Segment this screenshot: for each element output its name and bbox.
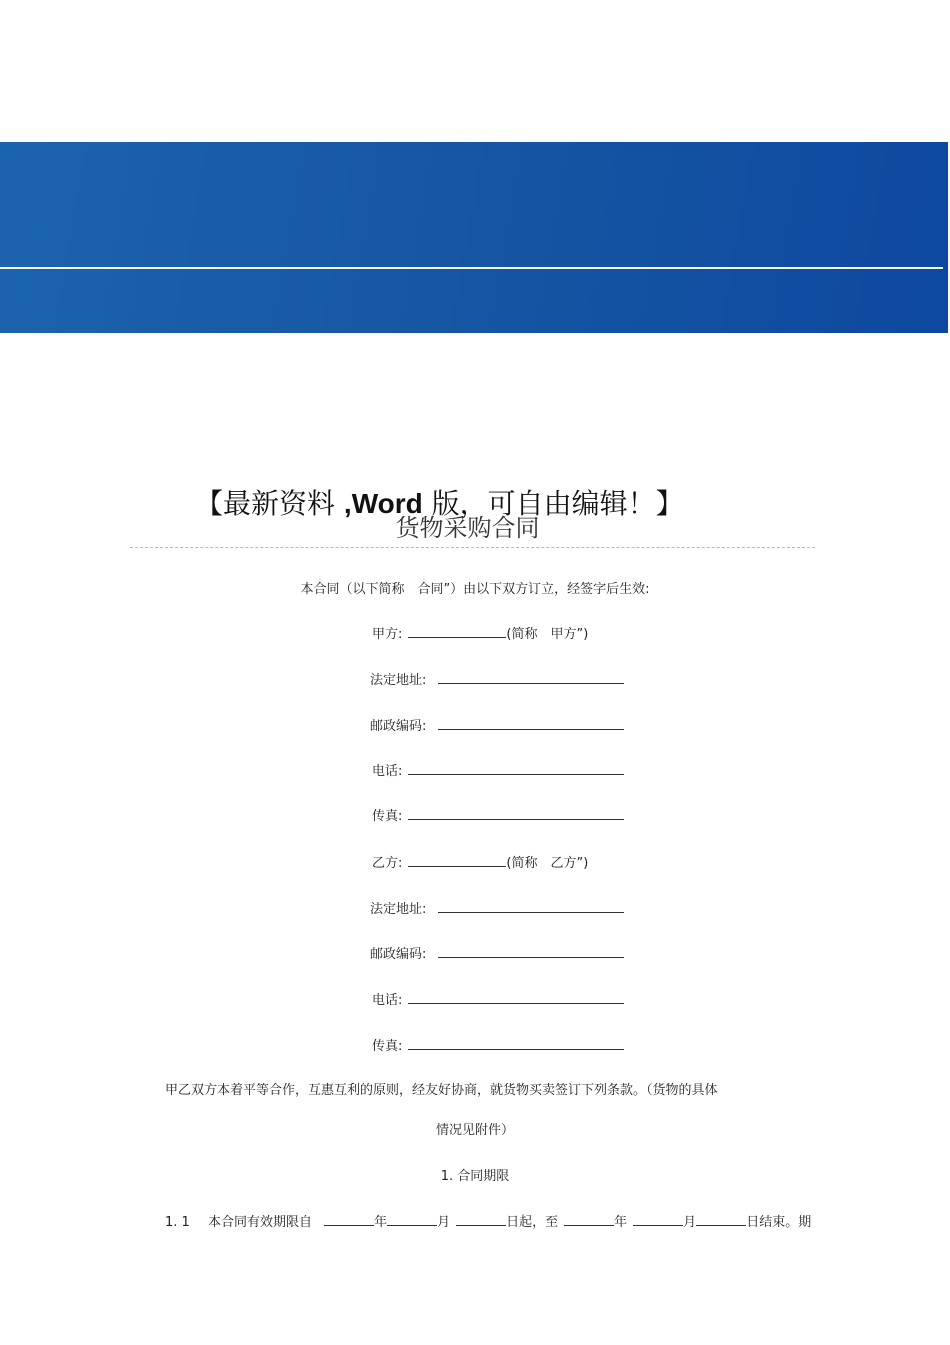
party-b-phone-blank[interactable]	[408, 991, 624, 1004]
clause-1-1-number: 1. 1	[165, 1215, 190, 1230]
party-a-fax-row	[372, 805, 624, 824]
party-a-address-row	[370, 669, 624, 688]
party-a-phone-label: 电话:	[372, 764, 403, 779]
clause-1-1	[165, 1211, 811, 1230]
party-b-address-blank[interactable]	[438, 900, 624, 913]
party-b-suffix: (简称 乙方”)	[506, 856, 589, 871]
start-year-label: 年	[374, 1215, 388, 1230]
party-a-label: 甲方:	[372, 627, 403, 642]
party-b-fax-row	[372, 1035, 624, 1054]
party-a-postcode-row	[370, 715, 624, 734]
watermark-part1: 【最新资料	[195, 487, 336, 520]
party-b-fax-blank[interactable]	[408, 1037, 624, 1050]
end-month-blank[interactable]	[633, 1213, 683, 1226]
start-year-blank[interactable]	[324, 1213, 374, 1226]
dotted-divider	[130, 547, 815, 548]
party-a-fax-label: 传真:	[372, 809, 403, 824]
party-b-address-row	[370, 898, 624, 917]
watermark-part3: 版，可自由编辑！】	[431, 487, 684, 520]
party-a-address-blank[interactable]	[438, 671, 624, 684]
section-1-heading: 1. 合同期限	[440, 1169, 510, 1184]
party-b-phone-row	[372, 989, 624, 1008]
party-a-fax-blank[interactable]	[408, 807, 624, 820]
party-a-blank[interactable]	[408, 625, 506, 638]
end-year-blank[interactable]	[564, 1213, 614, 1226]
party-b-postcode-label: 邮政编码:	[370, 947, 427, 962]
document-title: 货物采购合同	[395, 514, 540, 542]
paragraph-1: 甲乙双方本着平等合作，互惠互利的原则，经友好协商，就货物买卖签订下列条款。（货物的具体	[165, 1083, 718, 1098]
party-b-fax-label: 传真:	[372, 1039, 403, 1054]
end-year-label: 年	[614, 1215, 628, 1230]
party-b-phone-label: 电话:	[372, 993, 403, 1008]
start-day-label: 日起，至	[506, 1215, 559, 1230]
party-a-phone-blank[interactable]	[408, 762, 624, 775]
paragraph-1-continued: 情况见附件）	[435, 1123, 514, 1138]
party-a-postcode-blank[interactable]	[438, 717, 624, 730]
header-banner	[0, 142, 948, 333]
banner-divider	[0, 267, 943, 269]
clause-1-1-text: 本合同有效期限自	[207, 1215, 312, 1230]
party-a-phone-row	[372, 760, 624, 779]
party-a-row	[372, 623, 588, 642]
start-month-blank[interactable]	[387, 1213, 437, 1226]
end-day-label: 日结束。期	[746, 1215, 812, 1230]
intro-text: 本合同（以下简称 合同”）由以下双方订立，经签字后生效:	[300, 582, 650, 597]
end-month-label: 月	[683, 1215, 697, 1230]
party-b-label: 乙方:	[372, 856, 403, 871]
party-a-postcode-label: 邮政编码:	[370, 719, 427, 734]
watermark-part2: ,Word	[343, 488, 423, 519]
start-month-label: 月	[437, 1215, 451, 1230]
party-a-address-label: 法定地址:	[370, 673, 427, 688]
start-day-blank[interactable]	[456, 1213, 506, 1226]
end-day-blank[interactable]	[696, 1213, 746, 1226]
party-a-suffix: (简称 甲方”)	[506, 627, 589, 642]
party-b-row	[372, 852, 588, 871]
party-b-postcode-row	[370, 943, 624, 962]
party-b-postcode-blank[interactable]	[438, 945, 624, 958]
party-b-address-label: 法定地址:	[370, 902, 427, 917]
party-b-blank[interactable]	[408, 854, 506, 867]
